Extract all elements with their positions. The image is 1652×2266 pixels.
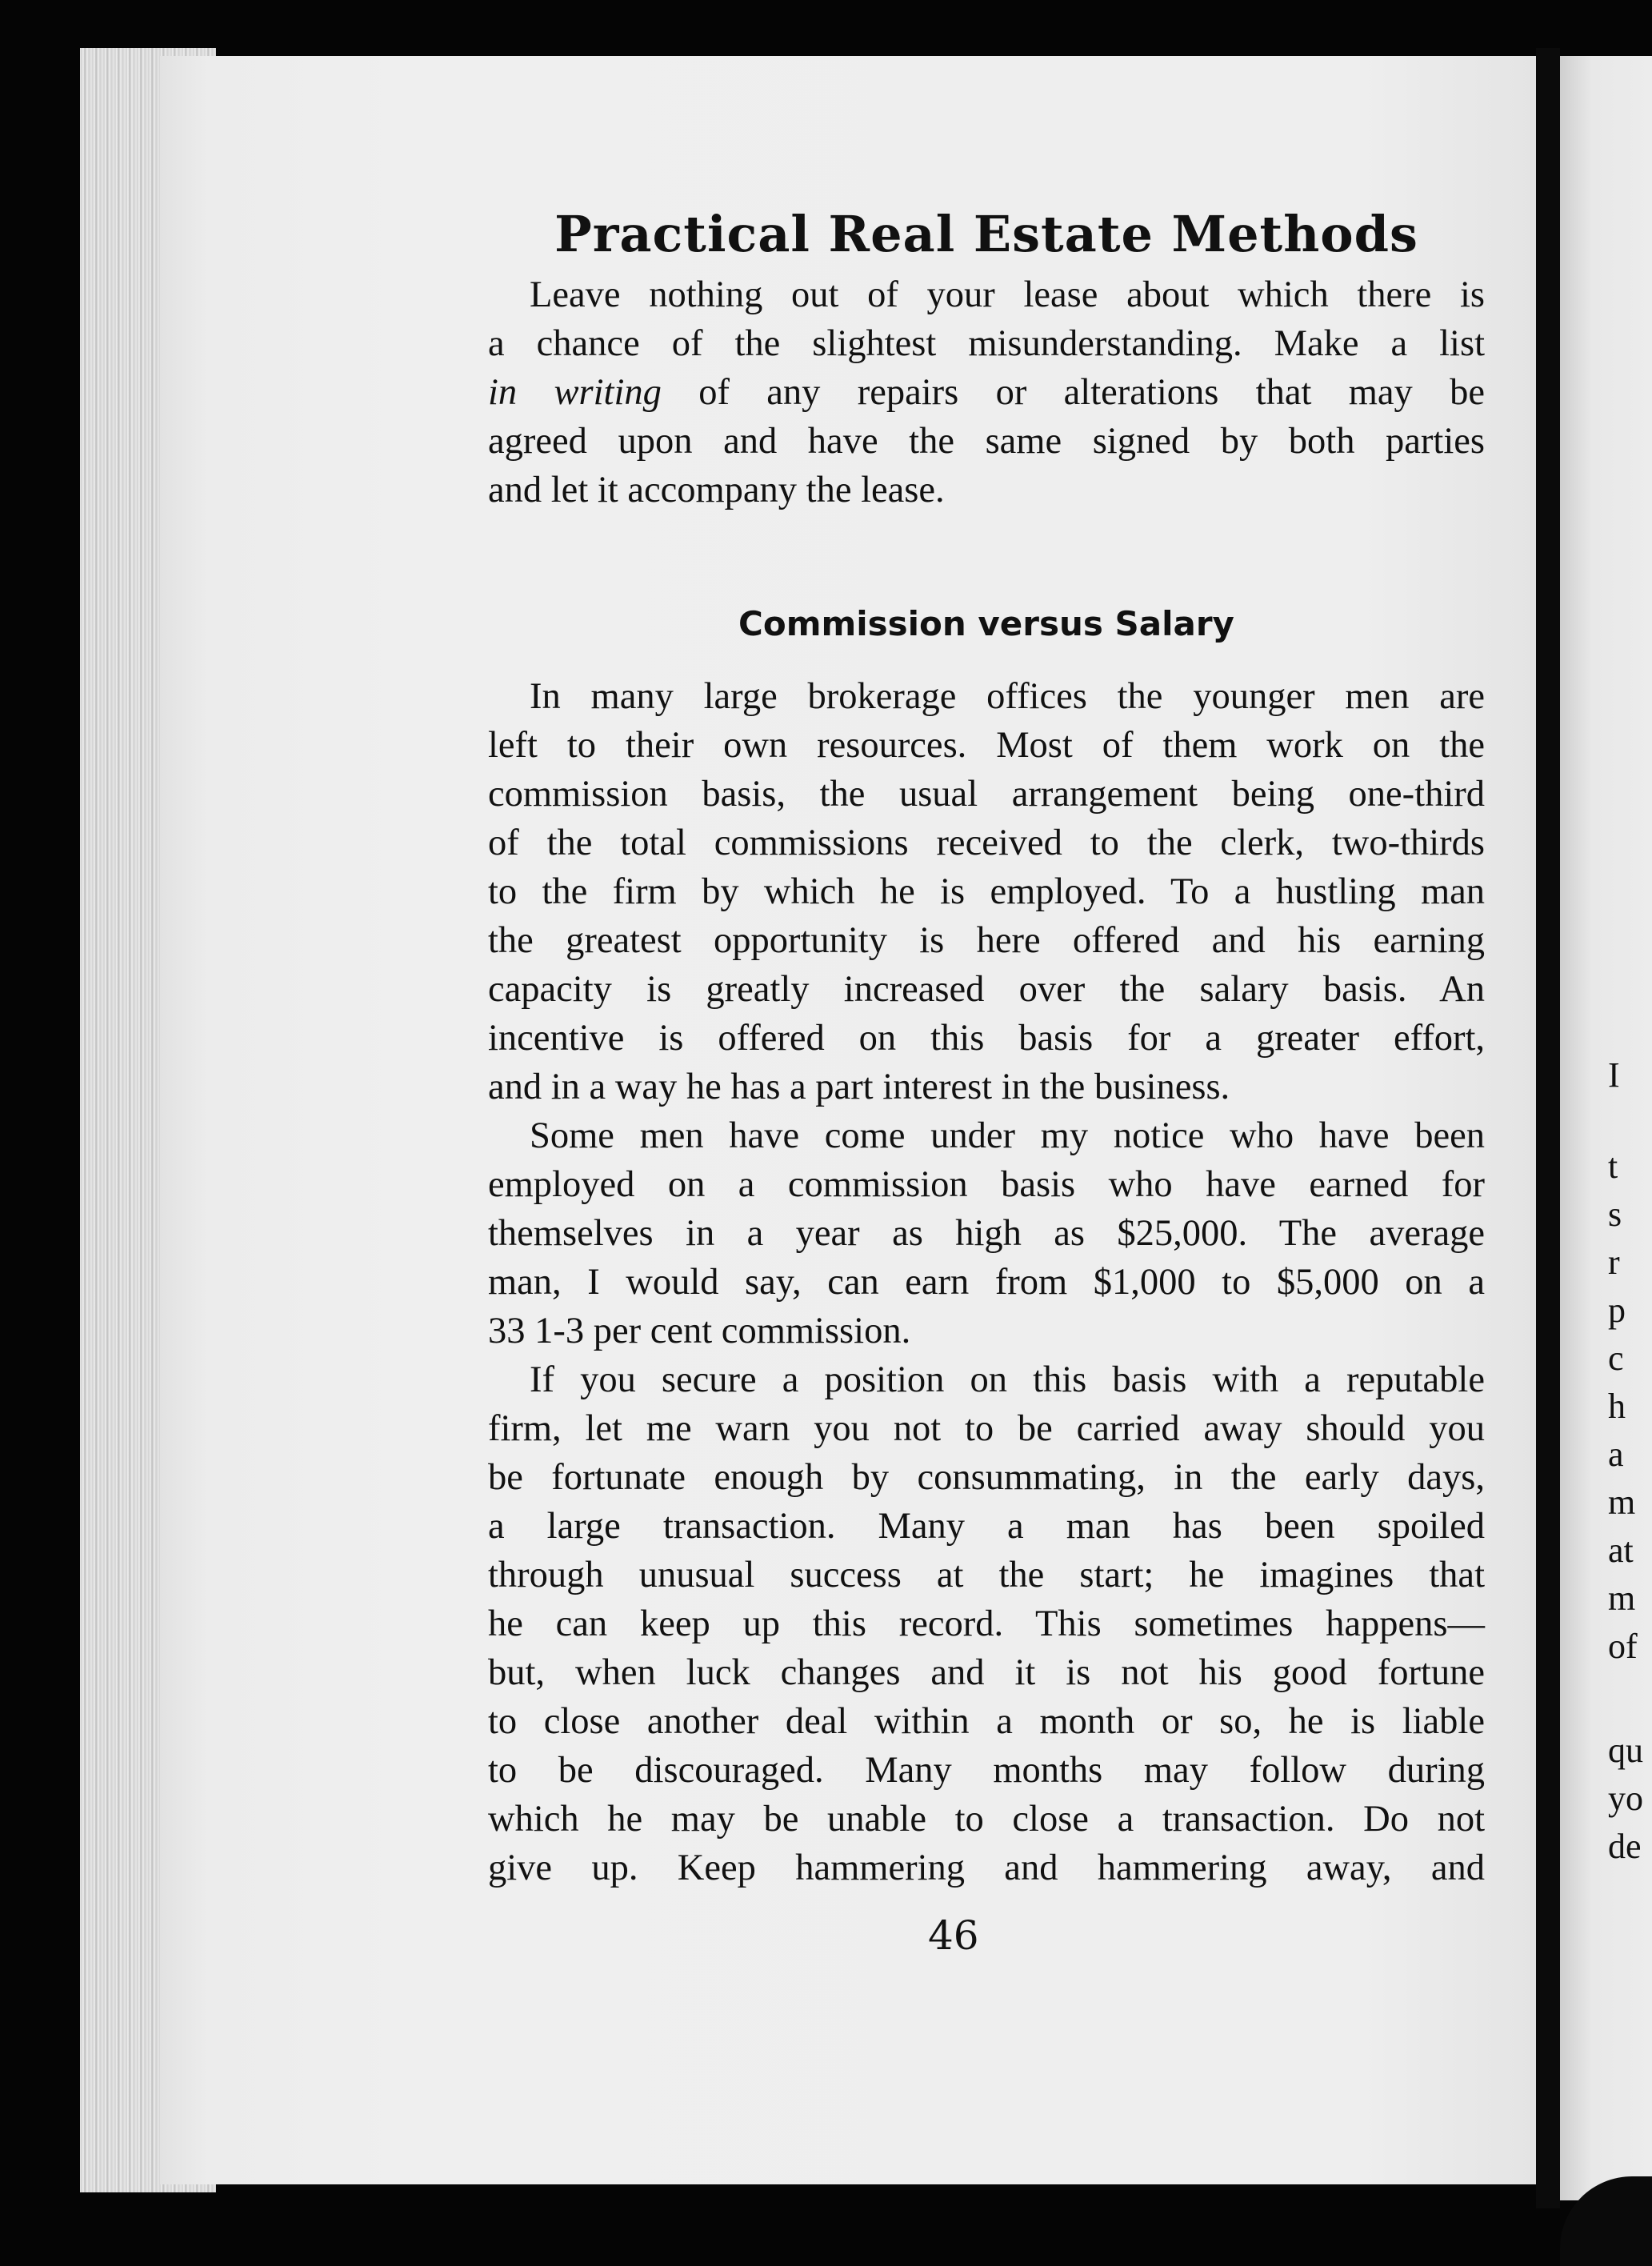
facing-page-fragment: c [1608, 1339, 1624, 1378]
text-line: the greatest opportunity is here offered and his earning [488, 920, 1485, 961]
text-line: 33 1-3 per cent commission. [488, 1311, 911, 1351]
italic-emphasis: in writing [488, 372, 662, 413]
text-line: and let it accompany the lease. [488, 470, 945, 510]
text-line: firm, let me warn you not to be carried away should you [488, 1408, 1485, 1449]
text-line: in writing of any repairs or alterations that may be [488, 372, 1485, 413]
text-line: but, when luck changes and it is not his good fortune [488, 1652, 1485, 1693]
facing-page-fragment: de [1608, 1827, 1642, 1866]
text-line: through unusual success at the start; he imagines that [488, 1555, 1485, 1595]
text-line: he can keep up this record. This sometimes happens— [488, 1603, 1485, 1644]
text-line: themselves in a year as high as $25,000. The average [488, 1213, 1485, 1254]
facing-page-fragment: m [1608, 1579, 1636, 1618]
facing-page-fragment: yo [1608, 1779, 1643, 1818]
running-head: Practical Real Estate Methods [554, 205, 1418, 263]
text-line: incentive is offered on this basis for a greater effort, [488, 1018, 1485, 1059]
text-line: be fortunate enough by consummating, in the early days, [488, 1457, 1485, 1498]
paragraph-warning [488, 1355, 1485, 1892]
text-line: In many large brokerage offices the younger men are [530, 676, 1485, 717]
text-line: to the firm by which he is employed. To a hustling man [488, 871, 1485, 912]
facing-page-edge [1560, 56, 1652, 2200]
facing-page-fragment: a [1608, 1435, 1624, 1474]
paragraph-earnings [488, 1111, 1485, 1355]
text-line: man, I would say, can earn from $1,000 to $5,000 on a [488, 1262, 1485, 1303]
text-line: of the total commissions received to the clerk, two-thirds [488, 823, 1485, 863]
text-line: give up. Keep hammering and hammering away, and [488, 1848, 1485, 1888]
facing-page-fragment: p [1608, 1291, 1626, 1330]
text-line: which he may be unable to close a transaction. Do not [488, 1799, 1485, 1840]
facing-page-fragment: s [1608, 1195, 1622, 1234]
page-number: 46 [928, 1912, 979, 1959]
facing-page-fragment: of [1608, 1627, 1638, 1666]
text-line: capacity is greatly increased over the salary basis. An [488, 969, 1485, 1010]
facing-page-fragment: r [1608, 1243, 1620, 1282]
section-heading: Commission versus Salary [738, 604, 1234, 643]
text-line: a large transaction. Many a man has been spoiled [488, 1506, 1485, 1547]
text-line: agreed upon and have the same signed by both parties [488, 421, 1485, 462]
facing-page-fragment: m [1608, 1483, 1636, 1522]
text-line: to be discouraged. Many months may follow during [488, 1750, 1485, 1791]
facing-page-fragment: at [1608, 1531, 1634, 1570]
paragraph-commission-basis [488, 672, 1485, 1111]
facing-page-fragment: t [1608, 1147, 1618, 1186]
book-gutter [1536, 48, 1560, 2208]
text-line: a chance of the slightest misunderstanding. Make a list [488, 323, 1485, 364]
text-line: employed on a commission basis who have earned for [488, 1164, 1485, 1205]
facing-page-fragment: I [1608, 1055, 1620, 1095]
text-line: commission basis, the usual arrangement being one-third [488, 774, 1485, 815]
text-line: and in a way he has a part interest in the business. [488, 1067, 1230, 1107]
text-line: Leave nothing out of your lease about which there is [530, 274, 1485, 315]
facing-page-fragment: h [1608, 1387, 1626, 1426]
text-line: If you secure a position on this basis with a reputable [530, 1359, 1485, 1400]
page-content [488, 205, 1485, 1892]
facing-page-fragment: qu [1608, 1731, 1643, 1770]
text-line: to close another deal within a month or so, he is liable [488, 1701, 1485, 1742]
paragraph-lease-advice [488, 270, 1485, 514]
text-line: Some men have come under my notice who have been [530, 1115, 1485, 1156]
text-line: left to their own resources. Most of them work on the [488, 725, 1485, 766]
